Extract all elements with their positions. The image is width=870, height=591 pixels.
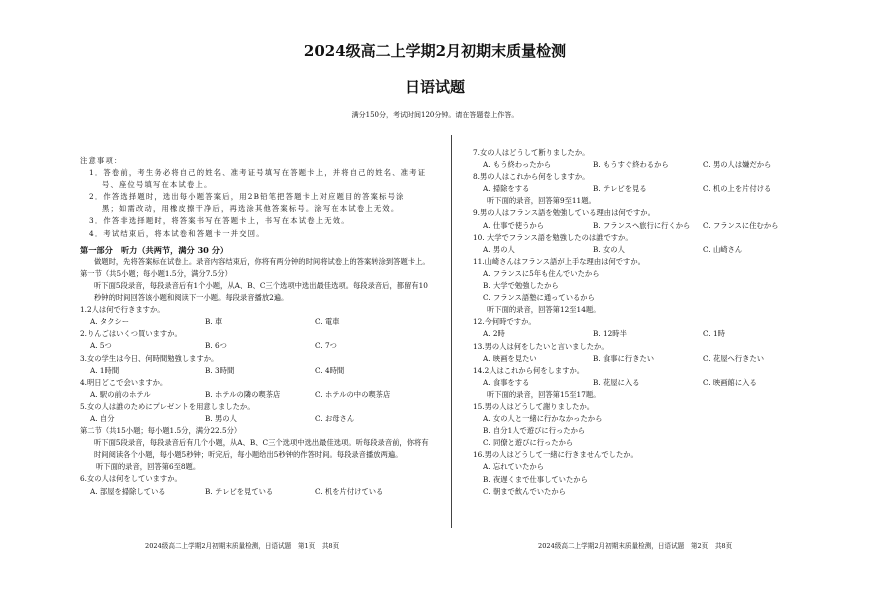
options-4 — [80, 389, 432, 401]
listen-instruction: 听下面的录音，回答第12至14题。 — [487, 305, 601, 315]
option-b: B. テレビを見ている — [205, 486, 274, 496]
option-a: A. 食事をする — [483, 377, 530, 387]
question-16: 16.男の人はどうして一緒に行きませんでしたか。 — [473, 450, 638, 460]
question-8: 8.男の人はこれから何をしますか。 — [473, 172, 590, 182]
option-b: B. 12時半 — [593, 329, 627, 339]
question-9: 9.男の人はフランス語を勉強している理由は何ですか。 — [473, 208, 655, 218]
options-3 — [80, 365, 432, 377]
options-13 — [473, 353, 803, 365]
option-a: A. 掃除をする — [483, 184, 530, 194]
option-a: A. 映画を見たい — [483, 353, 537, 363]
option-b: B. 3時間 — [205, 365, 235, 375]
options-10 — [473, 244, 803, 256]
option-a: A. 1時間 — [90, 365, 120, 375]
option-a: A. 忘れていたから — [483, 462, 544, 472]
option-b: B. 花屋に入る — [593, 377, 640, 387]
options-8 — [473, 183, 803, 195]
notice-item: 2．作答选择题时，选出每小题答案后，用2B铅笔把答题卡上对应题目的答案标号涂 — [89, 192, 405, 202]
section1-desc: 听下面5段录音，每段录音后有1个小题，从A、B、C三个选项中选出最佳选项。每段录音后，都留有10秒钟的时间回答该小题和阅读下一小题。每段录音播放2遍。 — [94, 280, 428, 303]
listen-instruction: 听下面的录音，回答第15至17题。 — [487, 389, 601, 399]
notice-item-cont: 黑；如需改动，用橡皮擦干净后，再选涂其他答案标号。涂写在本试卷上无效。 — [102, 204, 400, 214]
listen-instruction: 听下面的录音，回答第9至11题。 — [487, 196, 596, 206]
option-a: A. もう終わったから — [483, 160, 552, 170]
options-1 — [80, 316, 432, 328]
question-2: 2.りんごはいくつ買いますか。 — [80, 329, 182, 339]
options-14 — [473, 377, 803, 389]
question-15: 15.男の人はどうして謝りましたか。 — [473, 401, 595, 411]
question-5: 5.女の人は誰のためにプレゼントを用意しましたか。 — [80, 401, 255, 411]
option-b: B. フランスへ旅行に行くから — [593, 220, 691, 230]
option-b: B. 夜遅くまで仕事していたから — [483, 474, 588, 484]
column-divider — [451, 135, 452, 528]
part1-title: 第一部分 听力（共两节，满分 30 分） — [80, 244, 229, 255]
option-b: B. 自分1人で遊びに行ったから — [483, 426, 586, 436]
option-a: A. 自分 — [90, 413, 115, 423]
exam-title: 2024级高二上学期2月初期末质量检测 — [303, 42, 567, 60]
option-c: C. ホテルの中の喫茶店 — [315, 389, 391, 399]
option-a: A. 5つ — [90, 341, 112, 351]
option-c: C. 山崎さん — [703, 244, 743, 254]
option-c: C. 机を片付けている — [315, 486, 384, 496]
option-a: A. 部屋を掃除している — [90, 486, 166, 496]
section2-desc: 听下面5段录音，每段录音后有几个小题，从A、B、C三个选项中选出最佳选项。听每段录音前，你将有时间阅读各个小题，每小题5秒钟；听完后，每小题给出5秒钟的作答时间。每段录音播放两遍。 — [94, 438, 429, 460]
question-7: 7.女の人はどうして断りましたか。 — [473, 148, 590, 157]
part1-intro: 做题时，先将答案标在试卷上。录音内容结束后，你将有两分钟的时间将试卷上的答案转涂到答题卡上。 — [94, 256, 430, 266]
option-b: B. ホテルの隣の喫茶店 — [205, 389, 281, 399]
question-14: 14.2人はこれから何をしますか。 — [473, 365, 585, 375]
left-column — [80, 155, 432, 498]
option-b: B. 男の人 — [205, 413, 237, 423]
option-c: C. 4時間 — [315, 365, 345, 375]
option-c: C. 同僚と遊びに行ったから — [483, 438, 574, 448]
question-4: 4.明日どこで会いますか。 — [80, 377, 168, 387]
question-13: 13.男の人は何をしたいと言いましたか。 — [473, 341, 609, 351]
option-c: C. 7つ — [315, 341, 337, 351]
options-9 — [473, 220, 803, 232]
options-7 — [473, 159, 803, 171]
notice-item-cont: 号、座位号填写在本试卷上。 — [102, 180, 213, 190]
options-6 — [80, 486, 432, 498]
options-5 — [80, 413, 432, 425]
option-b: B. 大学で勉強したから — [483, 281, 559, 291]
listen-instruction: 听下面的录音，回答第6至8题。 — [96, 462, 201, 472]
right-column — [473, 147, 803, 498]
option-c: C. 朝まで飲んでいたから — [483, 486, 566, 496]
option-c: C. 花屋へ行きたい — [703, 353, 765, 363]
option-a: A. 2時 — [483, 329, 505, 339]
subject-title: 日语试题 — [404, 78, 465, 96]
footer-right: 2024级高二上学期2月初期末质量检测，日语试题 第2页 共8页 — [538, 542, 733, 550]
notice-heading: 注意事项： — [80, 156, 123, 165]
notice-item: 1．答卷前，考生务必将自己的姓名、准考证号填写在答题卡上，并将自己的姓名、准考证 — [89, 168, 427, 178]
option-c: C. フランス語塾に通っているから — [483, 293, 595, 303]
section1-title: 第一节（共5小题；每小题1.5分，满分7.5分） — [80, 268, 232, 278]
option-c: C. 電車 — [315, 317, 340, 327]
options-2 — [80, 340, 432, 352]
option-a: A. 女の人と一緒に行かなかったから — [483, 414, 603, 424]
question-3: 3.女の学生は今日、何時間勉強しますか。 — [80, 353, 219, 363]
question-6: 6.女の人は何をしていますか。 — [80, 474, 182, 484]
notice-item: 4．考试结束后，将本试卷和答题卡一并交回。 — [89, 228, 265, 238]
option-a: A. フランスに5年も住んでいたから — [483, 268, 600, 278]
option-c: C. 机の上を片付ける — [703, 184, 772, 194]
option-c: C. お母さん — [315, 413, 355, 423]
option-b: B. 女の人 — [593, 244, 625, 254]
option-a: A. 駅の前のホテル — [90, 389, 151, 399]
footer-left: 2024级高二上学期2月初期末质量检测，日语试题 第1页 共8页 — [145, 542, 340, 550]
option-c: C. 映画館に入る — [703, 377, 757, 387]
option-a: A. 男の人 — [483, 244, 515, 254]
option-a: A. タクシー — [90, 317, 130, 327]
option-a: A. 仕事で使うから — [483, 220, 544, 230]
question-10: 10. 大学でフランス語を勉強したのは誰ですか。 — [473, 232, 633, 242]
question-12: 12.今何時ですか。 — [473, 317, 536, 327]
question-1: 1.2人は何で行きますか。 — [80, 305, 165, 315]
option-c: C. 1時 — [703, 329, 725, 339]
question-11: 11.山崎さんはフランス語が上手な理由は何ですか。 — [473, 256, 645, 266]
section2-title: 第二节（共15小题；每小题1.5分，满分22.5分） — [80, 426, 242, 436]
exam-subtitle: 满分150分，考试时间120分钟。请在答题卷上作答。 — [351, 111, 519, 119]
options-12 — [473, 328, 803, 340]
notice-item: 3．作答非选择题时，将答案书写在答题卡上，书写在本试卷上无效。 — [89, 216, 350, 226]
option-c: C. 男の人は嫌だから — [703, 160, 772, 170]
option-b: B. 車 — [205, 317, 223, 327]
option-b: B. もうすぐ終わるから — [593, 160, 669, 170]
option-b: B. テレビを見る — [593, 184, 647, 194]
option-b: B. 食事に行きたい — [593, 353, 655, 363]
option-b: B. 6つ — [205, 341, 227, 351]
option-c: C. フランスに住むから — [703, 220, 779, 230]
